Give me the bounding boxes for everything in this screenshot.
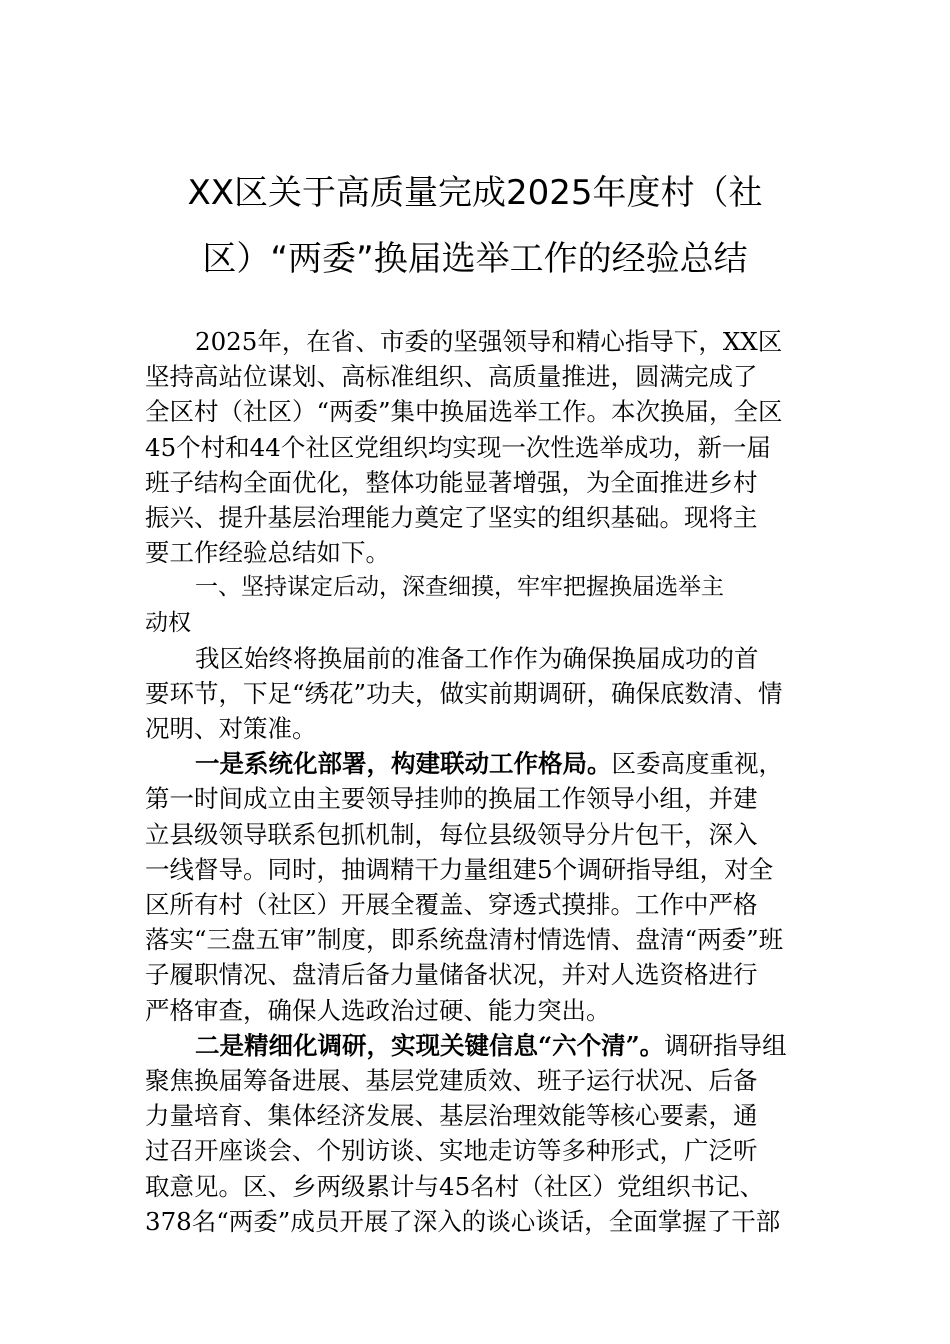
- point-lead-line: [145, 746, 825, 781]
- text-line: 班子结构全面优化，整体功能显著增强，为全面推进乡村: [145, 467, 758, 497]
- text-line: 况明、对策准。: [145, 714, 317, 744]
- point-lead: 二是精细化调研，实现关键信息“六个清”。: [195, 1030, 665, 1060]
- document-title: [120, 160, 830, 292]
- point-text: 调研指导组: [664, 1030, 787, 1060]
- text-line: 立县级领导联系包抓机制，每位县级领导分片包干，深入: [145, 819, 758, 849]
- point-2-paragraph: [145, 1028, 825, 1239]
- text-line: 过召开座谈会、个别访谈、实地走访等多种形式，广泛听: [145, 1136, 758, 1166]
- text-line: 坚持高站位谋划、高标准组织、高质量推进，圆满完成了: [145, 362, 758, 392]
- title-line-1: XX区关于高质量完成2025年度村（社: [187, 173, 763, 213]
- text-line: 振兴、提升基层治理能力奠定了坚实的组织基础。现将主: [145, 502, 758, 532]
- text-line: 取意见。区、乡两级累计与45名村（社区）党组织书记、: [145, 1171, 765, 1201]
- text-line: 全区村（社区）“两委”集中换届选举工作。本次换届，全区: [145, 397, 783, 427]
- heading-line: 动权: [145, 609, 191, 636]
- heading-line: 一、坚持谋定后动，深查细摸，牢牢把握换届选举主: [195, 574, 724, 601]
- text-line: 要工作经验总结如下。: [145, 538, 390, 568]
- text-line: 45个村和44个社区党组织均实现一次性选举成功，新一届: [145, 432, 771, 462]
- intro-paragraph: [145, 324, 825, 570]
- text-line: 力量培育、集体经济发展、基层治理效能等核心要素，通: [145, 1101, 758, 1131]
- text-line: 要环节，下足“绣花”功夫，做实前期调研，确保底数清、情: [145, 678, 783, 708]
- text-line: 一线督导。同时，抽调精干力量组建5个调研指导组，对全: [145, 854, 774, 884]
- section-heading-1: [145, 570, 825, 640]
- text-line: 378名“两委”成员开展了深入的谈心谈话，全面掌握了干部: [145, 1206, 781, 1236]
- text-line: 落实“三盘五审”制度，即系统盘清村情选情、盘清“两委”班: [145, 925, 784, 955]
- section-1-paragraph: [145, 641, 825, 747]
- text-line: 我区始终将换届前的准备工作作为确保换届成功的首: [195, 643, 759, 673]
- point-1-paragraph: [145, 746, 825, 1028]
- point-lead-line: [145, 1028, 825, 1063]
- text-line: 区所有村（社区）开展全覆盖、穿透式摸排。工作中严格: [145, 890, 758, 919]
- text-line: 子履职情况、盘清后备力量储备状况，并对人选资格进行: [145, 960, 758, 990]
- text-line: 第一时间成立由主要领导挂帅的换届工作领导小组，并建: [145, 784, 758, 814]
- point-lead: 一是系统化部署，构建联动工作格局。: [195, 749, 612, 779]
- text-line: 聚焦换届筹备进展、基层党建质效、班子运行状况、后备: [145, 1065, 758, 1095]
- document-body: [145, 324, 825, 1239]
- title-line-2: 区）“两委”换届选举工作的经验总结: [202, 239, 748, 279]
- point-text: 区委高度重视，: [611, 749, 783, 779]
- text-line: 严格审查，确保人选政治过硬、能力突出。: [145, 995, 611, 1025]
- text-line: 2025年，在省、市委的坚强领导和精心指导下，XX区: [195, 327, 783, 356]
